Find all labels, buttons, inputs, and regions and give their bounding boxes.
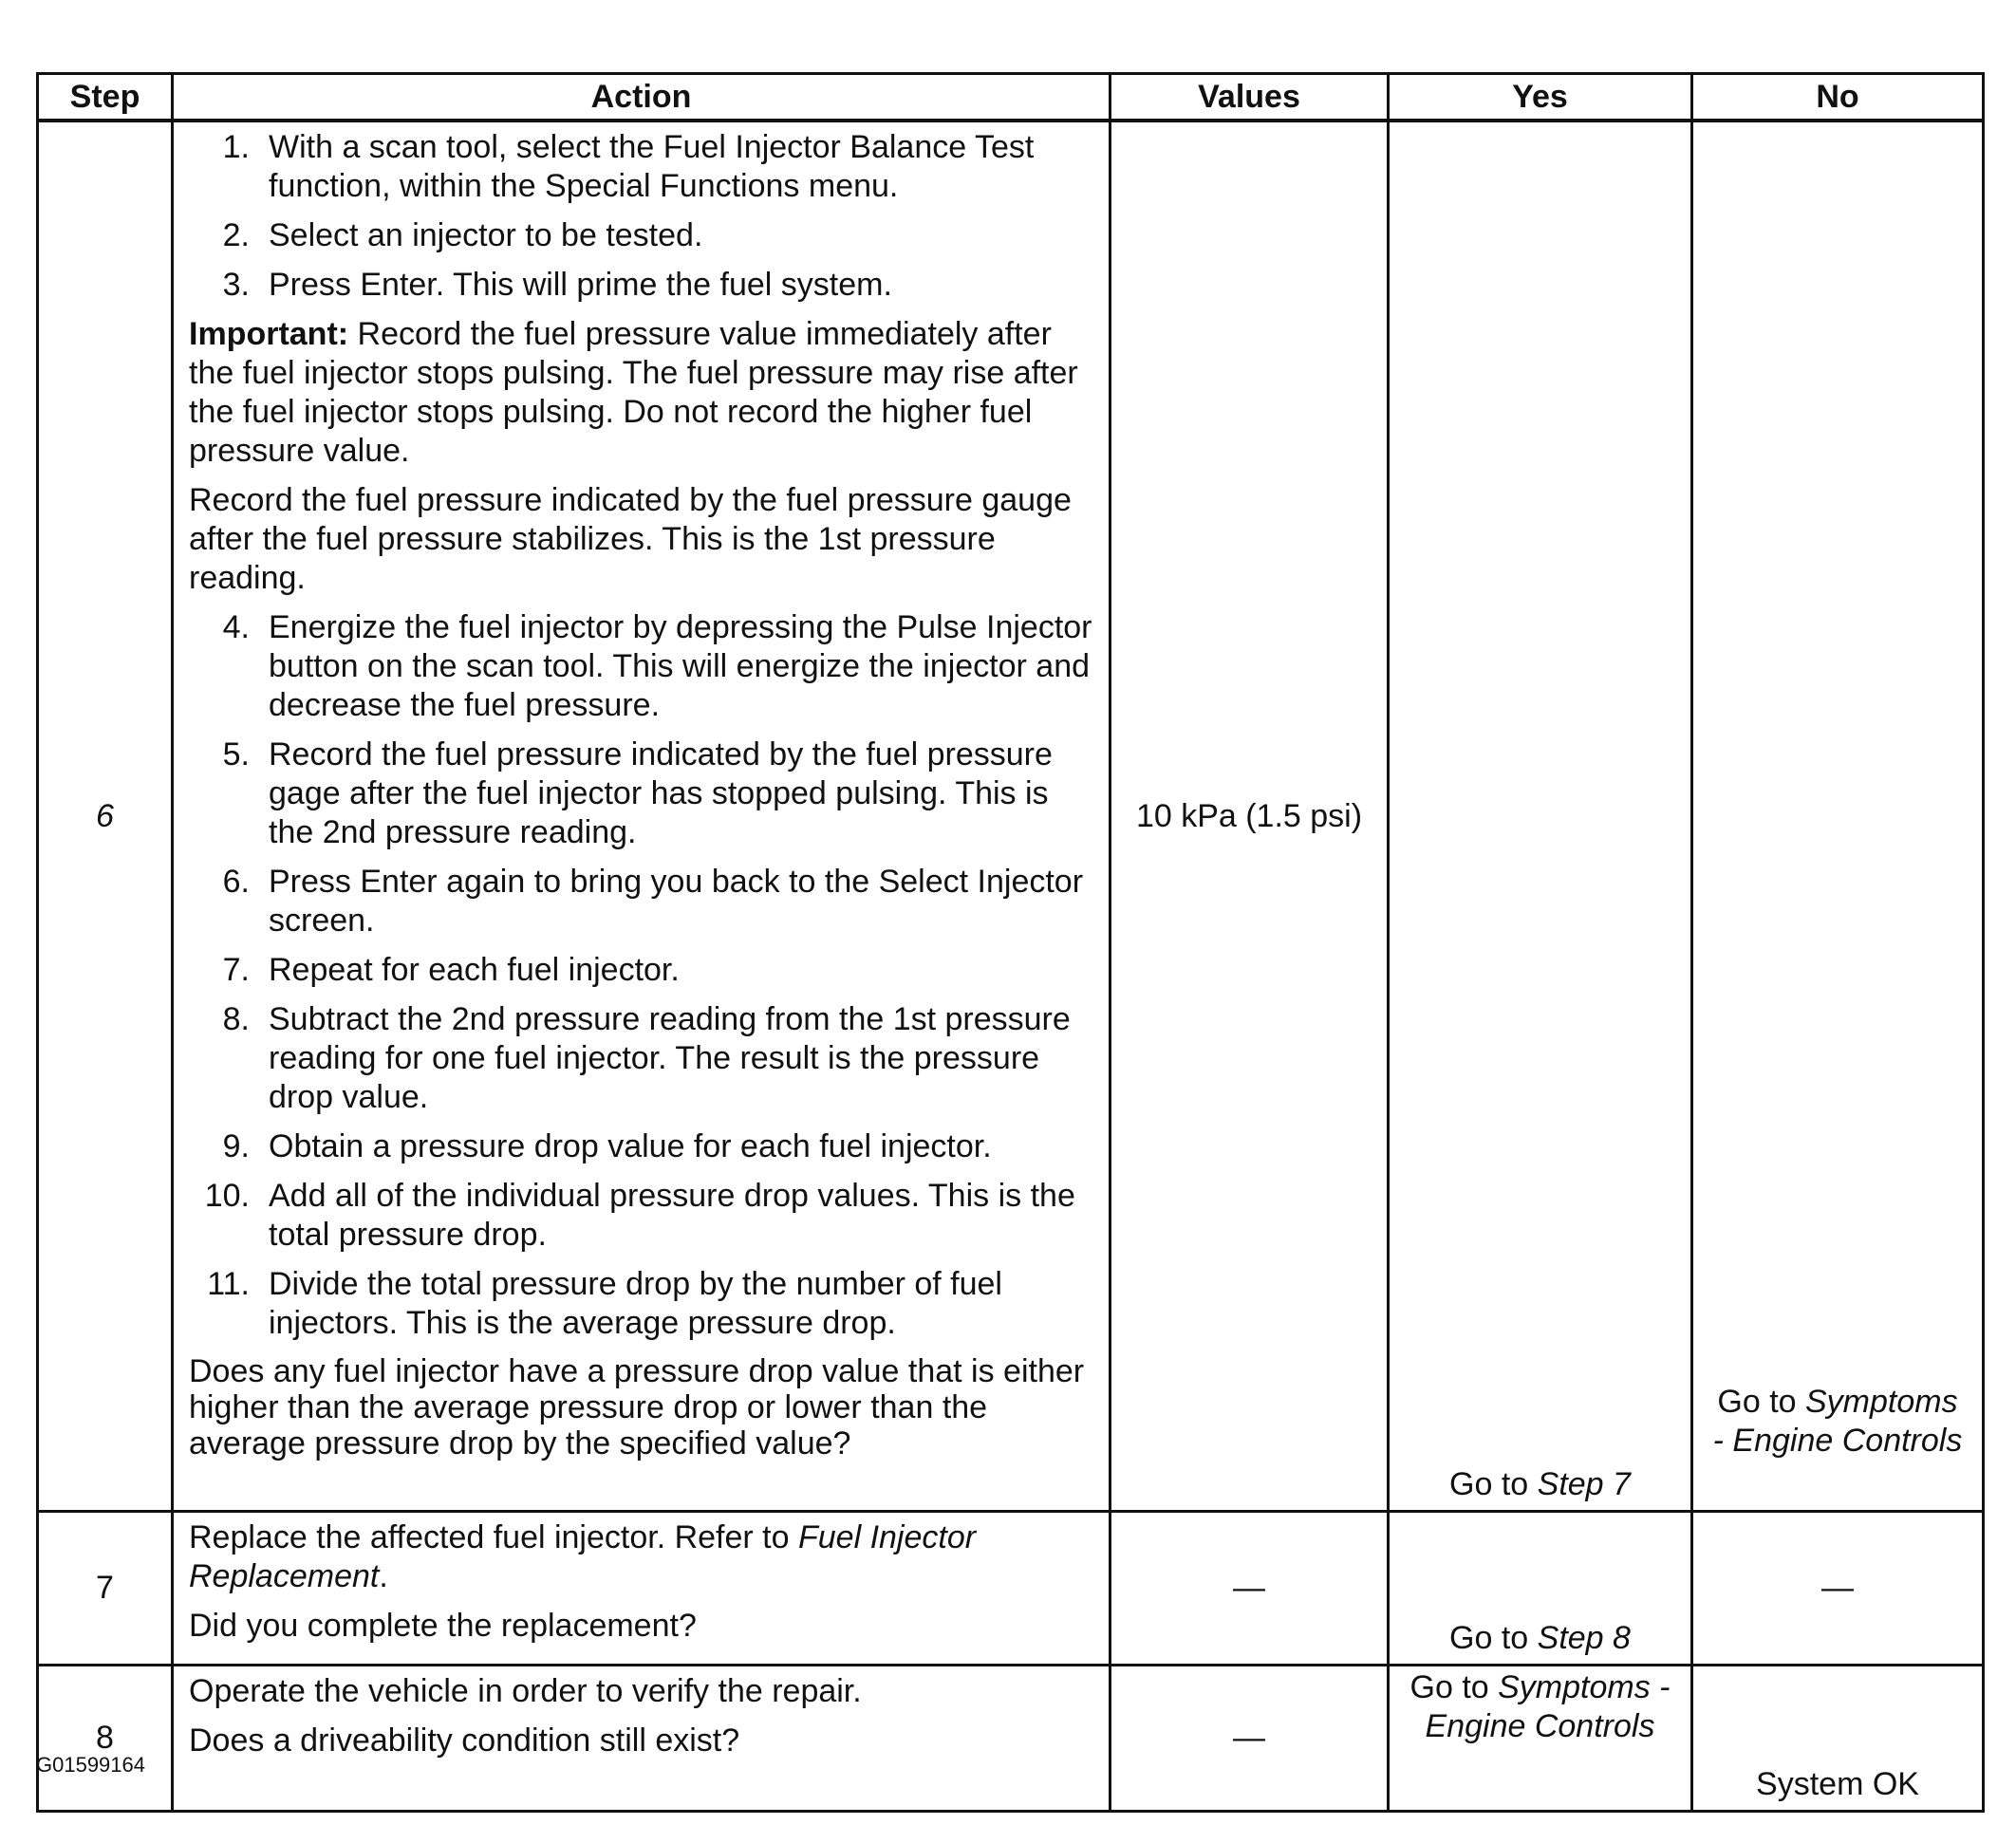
procedure-step: 10. Add all of the individual pressure drop values. This is the total pressure drop.	[204, 1178, 1075, 1253]
symptoms-link-cont[interactable]: Engine Controls	[1425, 1708, 1655, 1744]
step-question: Does a driveability condition still exist?	[189, 1722, 740, 1759]
no-cell: —	[1692, 1512, 1984, 1666]
no-cell: Go to Symptoms - Engine Controls	[1692, 121, 1984, 1512]
step-number: 8	[38, 1666, 173, 1812]
table-row-step-7	[38, 1512, 1984, 1666]
symptoms-link[interactable]: Symptoms -	[1498, 1669, 1671, 1705]
procedure-step: 3. Press Enter. This will prime the fuel system.	[222, 267, 892, 303]
values-cell: —	[1111, 1512, 1389, 1666]
procedure-step: 9. Obtain a pressure drop value for each fuel injector.	[222, 1128, 992, 1164]
yes-cell: Go to Step 7	[1389, 121, 1692, 1512]
symptoms-link[interactable]: Symptoms	[1805, 1384, 1958, 1420]
procedure-step: 11. Divide the total pressure drop by the number of fuel injectors. This is the average pressure drop.	[207, 1266, 1002, 1341]
table-row-step-6	[38, 121, 1984, 1512]
action-cell	[173, 121, 1111, 1512]
procedure-step: 1. With a scan tool, select the Fuel Injector Balance Test function, within the Special Functions menu.	[222, 129, 1035, 204]
step-number: 6	[38, 121, 173, 1512]
yes-cell: Go to Symptoms - Engine Controls	[1389, 1666, 1692, 1812]
step-instruction: Replace the affected fuel injector. Refer to Fuel Injector Replacement.	[189, 1519, 977, 1594]
procedure-step: 2. Select an injector to be tested.	[222, 217, 703, 253]
header-no: No	[1692, 74, 1984, 121]
diagnostic-table	[36, 72, 1985, 1813]
header-yes: Yes	[1389, 74, 1692, 121]
record-instruction: Record the fuel pressure indicated by the fuel pressure gauge after the fuel pressure stabilizes. This is the 1st pressure reading.	[189, 482, 1072, 596]
yes-cell: Go to Step 8	[1389, 1512, 1692, 1666]
procedure-list-a	[189, 128, 1095, 305]
step-link[interactable]: Step 8	[1537, 1620, 1631, 1656]
values-cell: 10 kPa (1.5 psi)	[1111, 121, 1389, 1512]
step-question: Does any fuel injector have a pressure drop value that is either higher than the average pressure drop or lower than the average pressure drop by the specified value?	[189, 1353, 1085, 1461]
no-cell: System OK	[1692, 1666, 1984, 1812]
step-question: Did you complete the replacement?	[189, 1608, 697, 1644]
figure-id: G01599164	[36, 1753, 145, 1777]
symptoms-link-cont[interactable]: - Engine Controls	[1712, 1423, 1963, 1459]
header-step: Step	[38, 74, 173, 121]
header-action: Action	[173, 74, 1111, 121]
procedure-step: 7. Repeat for each fuel injector.	[222, 952, 680, 988]
header-row	[38, 74, 1984, 121]
procedure-step: 5. Record the fuel pressure indicated by the fuel pressure gage after the fuel injector has stopped pulsing. This is the 2nd pressure reading.	[222, 736, 1053, 850]
procedure-step: 4. Energize the fuel injector by depressing the Pulse Injector button on the scan tool. This will energize the injector and decrease the fuel pressure.	[222, 609, 1092, 723]
replacement-link[interactable]: Fuel Injector Replacement	[189, 1519, 977, 1594]
step-number: 7	[38, 1512, 173, 1666]
step-link[interactable]: Step 7	[1537, 1466, 1631, 1502]
values-cell: —	[1111, 1666, 1389, 1812]
procedure-step: 6. Press Enter again to bring you back to the Select Injector screen.	[222, 864, 1084, 939]
header-values: Values	[1111, 74, 1389, 121]
important-label: Important:	[189, 316, 349, 352]
action-cell	[173, 1512, 1111, 1666]
procedure-step: 8. Subtract the 2nd pressure reading from the 1st pressure reading for one fuel injector. The result is the pressure drop value.	[222, 1001, 1071, 1115]
procedure-list-b	[189, 608, 1095, 1343]
important-note	[189, 315, 1095, 471]
step-instruction: Operate the vehicle in order to verify the repair.	[189, 1673, 862, 1709]
table-row-step-8	[38, 1666, 1984, 1812]
action-cell	[173, 1666, 1111, 1812]
important-text: Record the fuel pressure value immediately after the fuel injector stops pulsing. The fuel pressure may rise after the fuel injector stops pulsing. Do not record the higher fuel pressure value.	[189, 316, 1078, 469]
